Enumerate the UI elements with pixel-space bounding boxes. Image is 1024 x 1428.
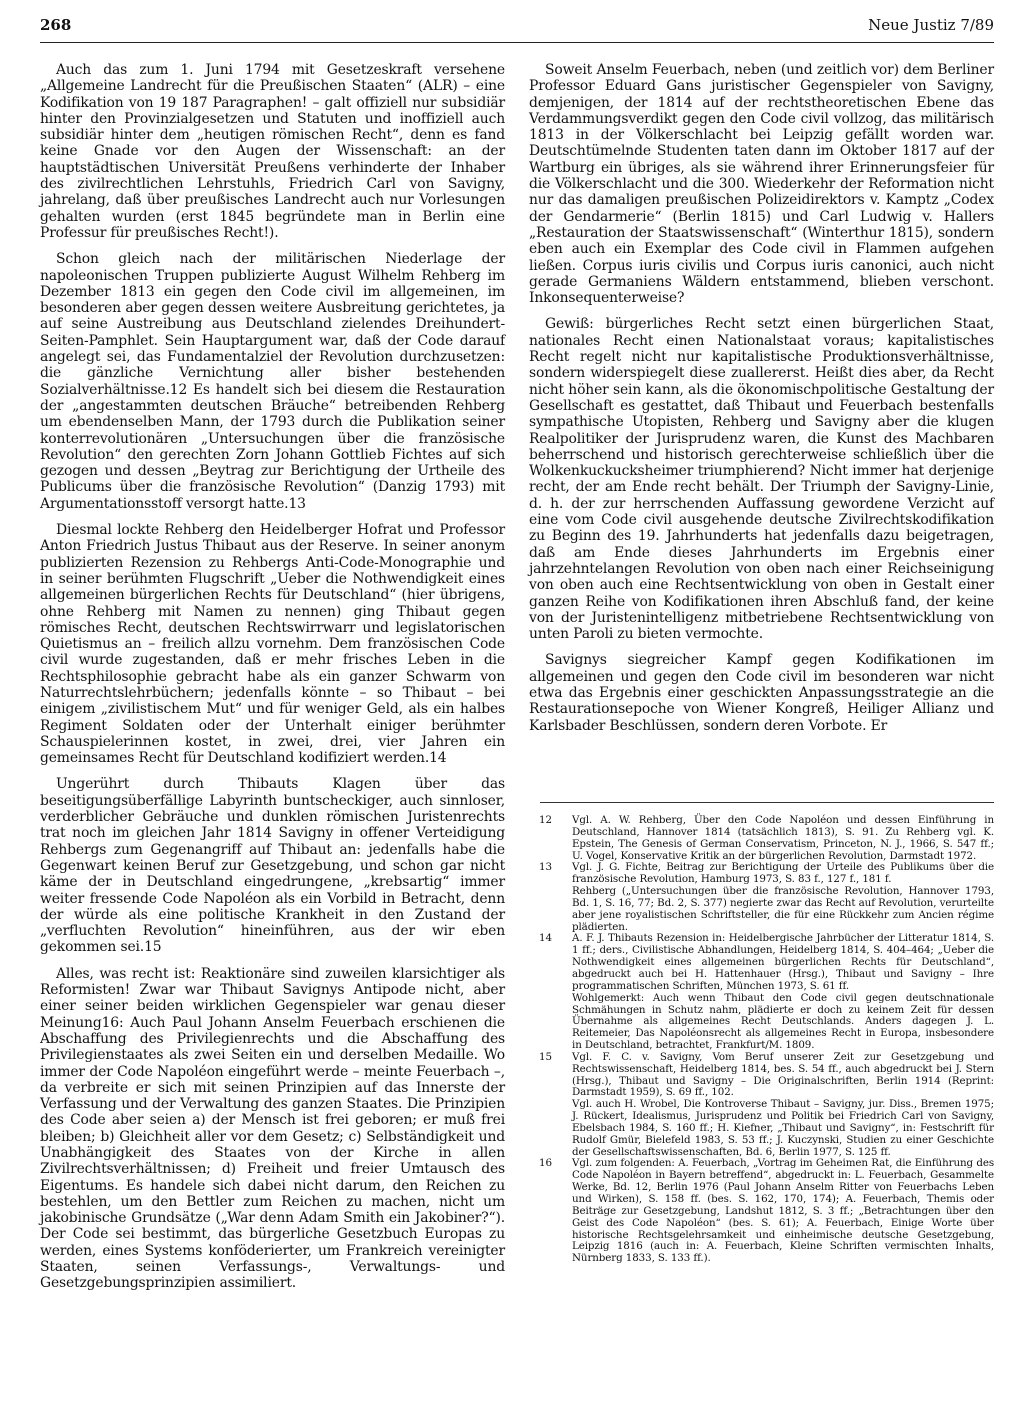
footnote-text: Vgl. zum folgenden: A. Feuerbach, „Vortrag im Geheimen Rat, die Einführung des Code Napoléon in Bayern betreffend“, abgedruckt in: L. Feuerbach, Gesammelte Werke, Bd. 12, Berlin 1976 (Paul Johann Anselm Ritter von Feuerbachs Leben und Wirken), S. 158 ff. (bes. S. 162, 170, 174); A. Feuerbach, Themis oder Beiträge zur Gesetzgebung, Landshut 1812, S. 3 ff.; „Betrachtungen über den Geist des Code Napoléon“ (bes. S. 61); A. Feuerbach, Einige Worte über historische Rechtsgelehrsamkeit und einheimische deutsche Gesetzgebung, Leipzig 1816 (auch in: A. Feuerbach, Kleine Schriften vermischten Inhalts, Nürnberg 1833, S. 133 ff.). xyxy=(572,1157,994,1265)
footnote-15 xyxy=(529,1052,994,1159)
footnote-13 xyxy=(529,862,994,933)
journal-issue: Neue Justiz 7/89 xyxy=(868,16,994,34)
paragraph: Auch das zum 1. Juni 1794 mit Gesetzeskraft versehene „Allgemeine Landrecht für die Preußischen Staaten“ (ALR) – eine Kodifikation von 19 187 Paragraphen! – galt offiziell nur subsidiär hinter den Provinzialgesetzen und Statuten und inoffiziell auch subsidiär hinter dem „heutigen römischen Recht“, denn es fand keine Gnade vor den Augen der Wissenschaft: an der hauptstädtischen Universität Preußens verhinderte der Inhaber des zivilrechtlichen Lehrstuhls, Friedrich Carl von Savigny, jahrelang, daß über preußisches Landrecht auch nur Vorlesungen gehalten wurden (erst 1845 begründete man in Berlin eine Professur für preußisches Recht!). xyxy=(40,62,505,241)
page-header xyxy=(40,14,994,43)
footnote-number: 14 xyxy=(539,932,552,945)
footnotes xyxy=(529,815,994,1265)
paragraph: Ungerührt durch Thibauts Klagen über das beseitigungsüberfällige Labyrinth buntscheckiger, auch sinnloser, verderblicher Gebräuche und dunklen römischen Juristenrechts trat noch im gleichen Jahr 1814 Savigny in offener Verteidigung Rehbergs zum Gegenangriff auf Thibaut an: jedenfalls habe die Gegenwart keinen Beruf zur Gesetzgebung, und schon gar nicht käme der in Deutschland eingedrungene, „krebsartig“ immer weiter fressende Code Napoléon als ein Vorbild in Betracht, denn der würde als eine politische Krankheit in den Zustand der „verfluchten Revolution“ hineinführen, aus der wir eben gekommen sei.15 xyxy=(40,776,505,956)
footnote-number: 13 xyxy=(539,861,552,874)
footnote-text: Vgl. auch H. Wrobel, Die Kontroverse Thibaut – Savigny, jur. Diss., Bremen 1975; J. Rückert, Idealismus, Jurisprudenz und Politik bei Friedrich Carl von Savigny, Ebelsbach 1984, S. 160 ff.; H. Kiefner, „Thibaut und Savigny“, in: Festschrift für Rudolf Gmür, Bielefeld 1983, S. 53 ff.; J. Kuczynski, Studien zu einer Geschichte der Gesellschaftswissenschaften, Bd. 6, Berlin 1977, S. 125 ff. xyxy=(572,1098,994,1158)
paragraph: Schon gleich nach der militärischen Niederlage der napoleonischen Truppen publizierte August Wilhelm Rehberg im Dezember 1813 ein gegen den Code civil im allgemeinen, im besonderen aber gegen dessen weitere Ausbreitung gerichtetes, ja auf seine Austreibung aus Deutschland zielendes Dreihundert-Seiten-Pamphlet. Sein Hauptargument war, daß der Code darauf angelegt sei, das Fundamentalziel der Revolution durchzusetzen: die gänzliche Vernichtung aller bisher bestehenden Sozialverhältnisse.12 Es handelt sich bei diesem die Restauration der „angestammten deutschen Bräuche“ betreibenden Rehberg um ebendenselben Mann, der 1793 durch die Publikation seiner konterrevolutionären „Untersuchungen über die französische Revolution“ den gerechten Zorn Johann Gottlieb Fichtes auf sich gezogen und dessen „Beytrag zur Berichtigung der Urtheile des Publicums über die französische Revolution“ (Danzig 1793) mit Argumentationsstoff versorgt hatte.13 xyxy=(40,251,505,512)
paragraph: Soweit Anselm Feuerbach, neben (und zeitlich vor) dem Berliner Professor Eduard Gans juristischer Gegenspieler von Savigny, demjenigen, der 1814 auf der rechtstheoretischen Ebene das Verdammungsverdikt gegen den Code civil vollzog, das militärisch 1813 in der Völkerschlacht bei Leipzig gefällt worden war. Deutschtümelnde Studenten taten dann im Oktober 1817 auf der Wartburg ein übriges, als sie während ihrer Erinnerungsfeier für die Völkerschlacht und die 300. Wiederkehr der Reformation nicht nur das damaligen preußischen Polizeidirektors v. Kamptz „Codex der Gendarmerie“ (Berlin 1815) und Carl Ludwig v. Hallers „Restauration der Staatswissenschaft“ (Winterthur 1815), sondern eben auch ein Exemplar des Code civil in Flammen aufgehen ließen. Corpus iuris civilis und Corpus iuris canonici, auch nicht gerade Germaniens Wäldern entstammend, blieben verschont. Inkonsequenterweise? xyxy=(529,62,994,307)
footnote-text: Wohlgemerkt: Auch wenn Thibaut den Code civil gegen deutschnationale Schmähungen in Schutz nahm, plädierte er doch zu keinem Zeit für dessen Übernahme als allgemeines Recht Deutschlands. Anders dagegen J. L. Reitemeier, Das Napoléonsrecht als allgemeines Recht in Europa, insbesondere in Deutschland, betrachtet, Frankfurt/M. 1809. xyxy=(572,991,994,1052)
paragraph: Diesmal lockte Rehberg den Heidelberger Hofrat und Professor Anton Friedrich Justus Thibaut aus der Reserve. In seiner anonym publizierten Rezension zu Rehbergs Anti-Code-Monographie und in seiner berühmten Flugschrift „Ueber die Nothwendigkeit eines allgemeinen bürgerlichen Rechts für Deutschland“ (hier übrigens, ohne Rehberg mit Namen zu nennen) ging Thibaut gegen römisches Recht, deutschen Rechtswirrwarr und legislatorischen Quietismus an – freilich allzu vornehm. Dem französischen Code civil wurde zugestanden, daß er mehr frisches Leben in die Rechtsphilosophie gebracht habe als ein ganzer Schwarm von Naturrechtslehrbüchern; jedenfalls könnte – so Thibaut – bei einigem „zivilistischem Mut“ und für weniger Geld, als ein halbes Regiment Soldaten oder der Unterhalt einiger berühmter Schauspielerinnen kostet, in zwei, drei, vier Jahren ein gemeinsames Recht für Deutschland kodifiziert werden.14 xyxy=(40,522,505,767)
footnote-12 xyxy=(529,815,994,862)
footnote-divider xyxy=(540,802,994,803)
right-column xyxy=(529,62,994,737)
paragraph: Gewiß: bürgerliches Recht setzt einen bürgerlichen Staat, nationales Recht einen Nationalstaat voraus; kapitalistisches Recht regelt nicht nur kapitalistische Produktionsverhältnisse, sondern widerspiegelt diese zuallererst. Heißt dies aber, da Recht nicht höher sein kann, als die ökonomischpolitische Gestaltung der Gesellschaft es gestattet, daß Thibaut und Feuerbach bestenfalls sympathische Utopisten, Rehberg und Savigny aber die klugen Realpolitiker der Jurisprudenz waren, die Kunst des Machbaren beherrschend und historisch gerechterweise schließlich über die Wolkenkuckucksheimer triumphierend? Nicht immer hat derjenige recht, der am Ende recht behält. Der Triumph der Savigny-Linie, d. h. der zur herrschenden Auffassung gewordene Verzicht auf eine vom Code civil ausgehende deutsche Zivilrechtskodifikation zu Beginn des 19. Jahrhunderts hat jedenfalls dazu beigetragen, daß am Ende dieses Jahrhunderts im Ergebnis einer jahrzehntelangen Revolution von oben nach einer Reichseinigung von oben auch eine Rechtsentwicklung von oben in Gestalt einer ganzen Reihe von Kodifikationen ihren Abschluß fand, der keine von der Juristenintelligenz mitbetriebene Rechtsentwicklung von unten Paroli zu bieten vermochte. xyxy=(529,316,994,643)
page-number: 268 xyxy=(40,16,72,34)
paragraph: Savignys siegreicher Kampf gegen Kodifikationen im allgemeinen und gegen den Code civil im besonderen war nicht etwa das Ergebnis einer geschickten Anpassungsstrategie an die Restaurationsepoche von Wiener Kongreß, Heiliger Allianz und Karlsbader Beschlüssen, sondern deren Vorbote. Er xyxy=(529,652,994,734)
left-column xyxy=(40,62,505,1295)
paragraph: Alles, was recht ist: Reaktionäre sind zuweilen klarsichtiger als Reformisten! Zwar war Thibaut Savignys Antipode nicht, aber einer seiner beiden wirklichen Gegenspieler war genau dieser Meinung16: Auch Paul Johann Anselm Feuerbach erschienen die Abschaffung des Privilegienrechts und die Abschaffung des Privilegienstaates als zwei Seiten ein und derselben Medaille. Wo immer der Code Napoléon eingeführt werde – meinte Feuerbach –, da verbreite er sich mit seinen Prinzipien auf das Innerste der Verfassung und der Verwaltung des ganzen Staates. Die Prinzipien des Code aber seien a) der Mensch ist frei geboren; er muß frei bleiben; b) Gleichheit aller vor dem Gesetz; c) Selbständigkeit und Unabhängigkeit des Staates von der Kirche in allen Zivilrechtsverhältnissen; d) Freiheit und freier Umtausch des Eigentums. Es handele sich dabei nicht darum, den Reichen zu bestehlen, um den Bettler zum Reichen zu machen, nicht um jakobinische Grundsätze („War denn Adam Smith ein Jakobiner?“). Der Code sei bestimmt, das bürgerliche Gesetzbuch Europas zu werden, eines Systems konföderierter, um Frankreich vereinigter Staaten, seinen Verfassungs-, Verwaltungs- und Gesetzgebungsprinzipien assimiliert. xyxy=(40,965,505,1292)
footnote-text: Vgl. F. C. v. Savigny, Vom Beruf unserer Zeit zur Gesetzgebung und Rechtswissenschaft, Heidelberg 1814, bes. S. 54 ff., auch abgedruckt bei J. Stern (Hrsg.), Thibaut und Savigny – Die Originalschriften, Berlin 1914 (Reprint: Darmstadt 1959), S. 69 ff., 102. xyxy=(572,1050,994,1099)
footnote-number: 16 xyxy=(539,1157,552,1170)
footnote-number: 12 xyxy=(539,814,552,826)
footnote-16 xyxy=(529,1158,994,1265)
footnote-text: A. F. J. Thibauts Rezension in: Heidelbergische Jahrbücher der Litteratur 1814, S. 1 ff.; ders., Civilistische Abhandlungen, Heidelberg 1814, S. 404–464; „Ueber die Nothwendigkeit eines allgemeinen bürgerlichen Rechts für Deutschland“, abgedruckt auch bei H. Hattenhauer (Hrsg.), Thibaut und Savigny – Ihre programmatischen Schriften, München 1973, S. 61 ff. xyxy=(572,932,994,992)
footnote-14 xyxy=(529,933,994,1051)
footnote-text: Rehberg („Untersuchungen über die französische Revolution, Hannover 1793, Bd. 1, S. 16, 77; Bd. 2, S. 377) negierte zwar das Recht auf Revolution, verurteilte aber jene royalistischen Schriftsteller, die für eine Rückkehr zum Ancien régime plädierten. xyxy=(572,885,994,933)
footnote-number: 15 xyxy=(539,1050,552,1063)
footnote-text: Vgl. J. G. Fichte, Beitrag zur Berichtigung der Urteile des Publikums über die französische Revolution, Hamburg 1973, S. 83 f., 127 f., 181 f. xyxy=(572,861,994,886)
footnote-text: Vgl. A. W. Rehberg, Über den Code Napoléon und dessen Einführung in Deutschland, Hannover 1814 (tatsächlich 1813), S. 91. Zu Rehberg vgl. K. Epstein, The Genesis of German Conservatism, Princeton, N. J., 1966, S. 547 ff.; U. Vogel, Konservative Kritik an der bürgerlichen Revolution, Darmstadt 1972. xyxy=(572,814,994,862)
